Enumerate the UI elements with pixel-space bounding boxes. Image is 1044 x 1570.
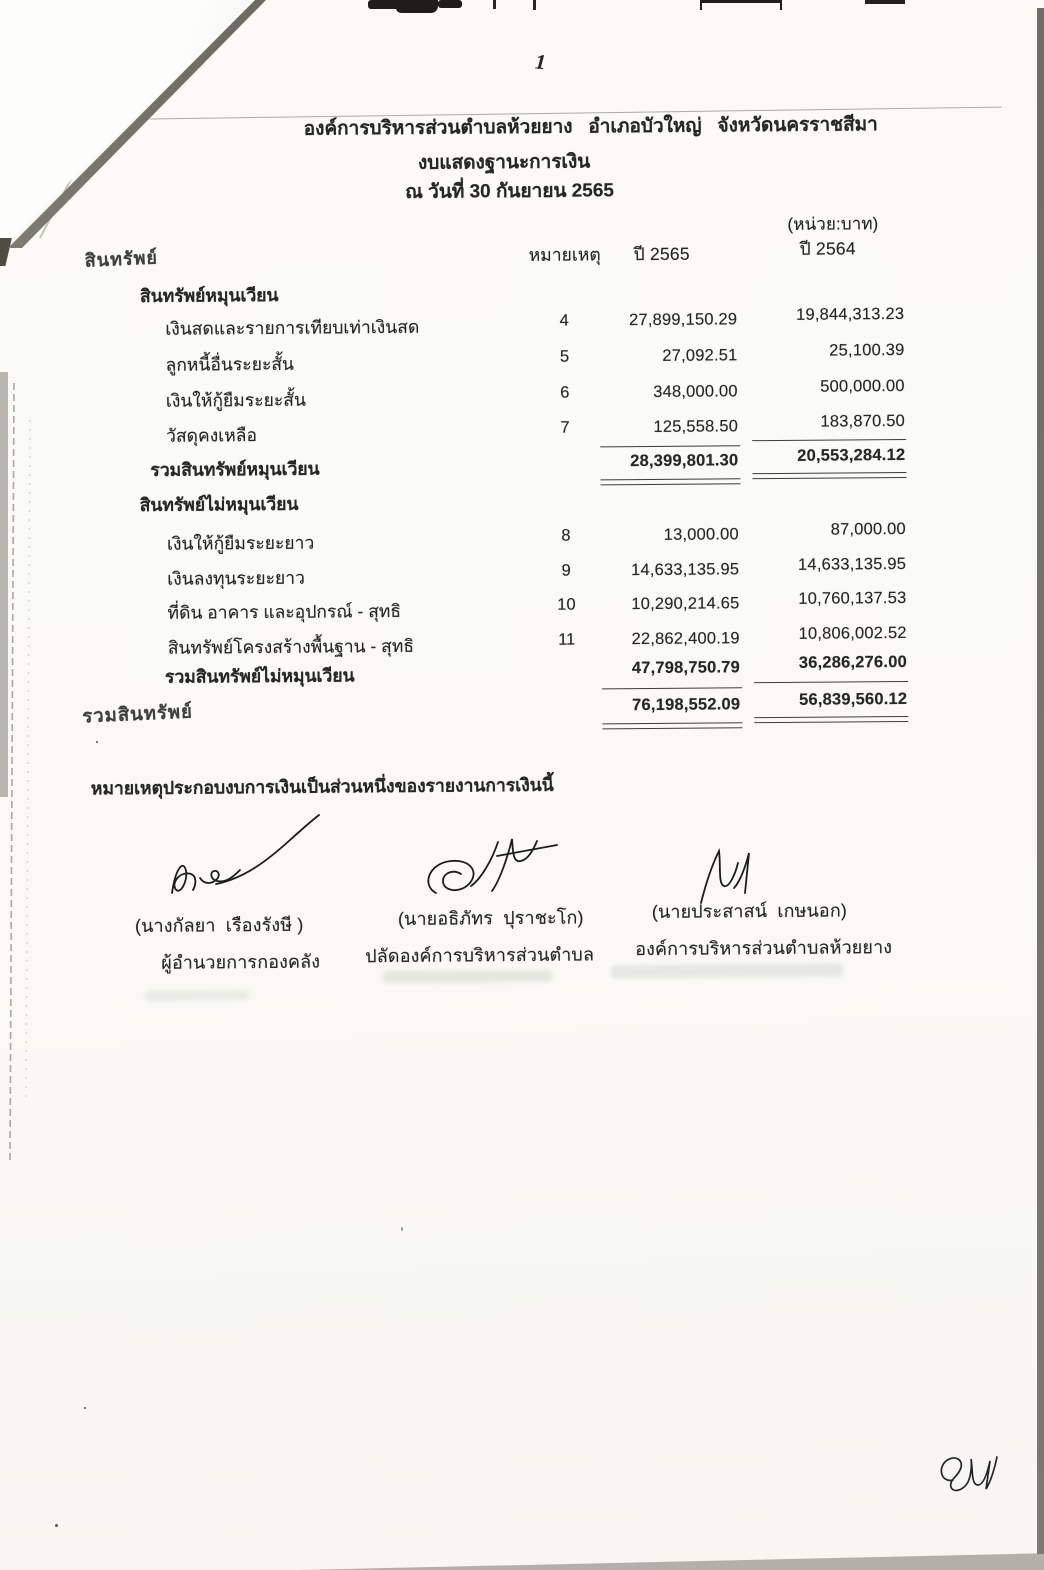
signature-title-1: ผู้อำนวยการกองคลัง <box>161 951 321 973</box>
row-label: เงินลงทุนระยะยาว <box>167 567 305 589</box>
row-value-2564: 19,844,313.23 <box>795 304 905 324</box>
row-value-2564: 87,000.00 <box>830 519 906 539</box>
scan-bracket-mark <box>700 0 782 10</box>
row-label: สินทรัพย์โครงสร้างพื้นฐาน - สุทธิ <box>167 635 415 658</box>
col-header-note: หมายเหตุ <box>528 244 601 265</box>
row-value-2565: 125,558.50 <box>653 417 739 436</box>
page-number: 1 <box>534 49 547 75</box>
scan-tick-mark <box>533 0 536 10</box>
row-note: 5 <box>559 347 570 366</box>
footnote: หมายเหตุประกอบงบการเงินเป็นส่วนหนึ่งของรายงานการเงินนี้ <box>90 774 554 799</box>
row-note: 8 <box>561 526 571 545</box>
double-rule <box>754 716 908 723</box>
scanner-edge-left <box>0 372 8 797</box>
row-value-2565: 348,000.00 <box>653 382 738 401</box>
grand-total-label: รวมสินทรัพย์ <box>81 700 194 727</box>
current-assets-heading: สินทรัพย์หมุนเวียน <box>139 284 279 306</box>
row-note: 10 <box>557 595 576 614</box>
row-value-2565: 10,290,214.65 <box>631 594 740 614</box>
row-note: 6 <box>560 383 570 402</box>
row-value-2565: 27,092.51 <box>662 346 738 365</box>
row-note: 11 <box>558 630 576 649</box>
table-header-row <box>0 237 1043 275</box>
dust-speck <box>96 741 98 743</box>
row-value-2564: 25,100.39 <box>829 340 905 360</box>
toner-smudge <box>396 0 438 13</box>
subtotal-value-2565: 47,798,750.79 <box>631 658 741 678</box>
double-rule <box>752 472 906 479</box>
row-value-2564: 10,760,137.53 <box>798 588 907 608</box>
row-value-2564: 10,806,002.52 <box>798 623 907 643</box>
dust-speck <box>84 1407 86 1409</box>
col-header-2565: ปี 2565 <box>633 243 690 265</box>
grand-total-value-2564: 56,839,560.12 <box>799 689 908 709</box>
dust-speck <box>401 1227 403 1231</box>
signature-name-3: (นายประสาสน์ เกษนอก) <box>651 900 847 922</box>
subtotal-label: รวมสินทรัพย์หมุนเวียน <box>150 458 320 480</box>
row-note: 4 <box>559 311 569 330</box>
row-value-2564: 183,870.50 <box>820 411 906 431</box>
noncurrent-assets-heading: สินทรัพย์ไม่หมุนเวียน <box>139 493 299 515</box>
grand-total-value-2565: 76,198,552.09 <box>632 695 741 715</box>
subtotal-label: รวมสินทรัพย์ไม่หมุนเวียน <box>164 665 355 687</box>
grand-total-row <box>2 689 1044 731</box>
row-label: ที่ดิน อาคาร และอุปกรณ์ - สุทธิ <box>167 600 402 623</box>
toner-smudge <box>438 0 462 8</box>
row-value-2565: 22,862,400.19 <box>631 629 740 649</box>
row-value-2565: 13,000.00 <box>663 525 739 544</box>
scanner-edge-right <box>1037 8 1044 1554</box>
subtotal-value-2564: 36,286,276.00 <box>798 652 907 672</box>
scan-tick-mark <box>493 0 496 9</box>
total-rule <box>602 687 742 689</box>
unit-label: (หน่วย:บาท) <box>787 214 879 234</box>
row-label: เงินสดและรายการเทียบเท่าเงินสด <box>165 316 420 339</box>
row-value-2564: 14,633,135.95 <box>797 554 907 574</box>
subtotal-row <box>0 445 1044 487</box>
statement-title: งบแสดงฐานะการเงิน <box>417 151 591 174</box>
col-header-2564: ปี 2564 <box>799 238 856 259</box>
signature-name-1: (นางกัลยา เรืองรังษี ) <box>134 914 304 937</box>
dust-speck <box>55 1524 58 1527</box>
row-note: 7 <box>560 418 570 437</box>
signature-title-3: องค์การบริหารส่วนตำบลห้วยยาง <box>635 937 893 960</box>
double-rule <box>602 722 742 729</box>
section-heading-row <box>1 484 1044 522</box>
ink-bleed-through <box>611 963 843 978</box>
subtotal-value-2564: 20,553,284.12 <box>797 445 906 465</box>
double-rule <box>600 478 740 485</box>
scan-bar-mark <box>865 0 905 4</box>
row-label: ลูกหนี้อื่นระยะสั้น <box>165 353 295 375</box>
section-assets-label: สินทรัพย์ <box>84 247 159 271</box>
row-value-2565: 14,633,135.95 <box>630 560 740 580</box>
as-of-date: ณ วันที่ 30 กันยายน 2565 <box>405 180 615 203</box>
row-note: 9 <box>561 561 571 580</box>
row-value-2564: 500,000.00 <box>820 376 905 396</box>
row-label: เงินให้กู้ยืมระยะยาว <box>166 532 315 554</box>
row-value-2565: 27,899,150.29 <box>629 310 738 330</box>
signature-name-2: (นายอธิภัทร ปุราชะโก) <box>397 907 584 929</box>
ink-bleed-through <box>144 990 249 1001</box>
ink-bleed-through <box>382 970 552 983</box>
org-title: องค์การบริหารส่วนตำบลห้วยยาง อำเภอบัวใหญ่ จังหวัดนครราชสีมา <box>303 114 878 140</box>
signature-title-2: ปลัดองค์การบริหารส่วนตำบล <box>365 944 595 967</box>
row-label: วัสดุคงเหลือ <box>166 425 258 446</box>
subtotal-value-2565: 28,399,801.30 <box>630 451 739 471</box>
row-label: เงินให้กู้ยืมระยะสั้น <box>165 389 306 411</box>
